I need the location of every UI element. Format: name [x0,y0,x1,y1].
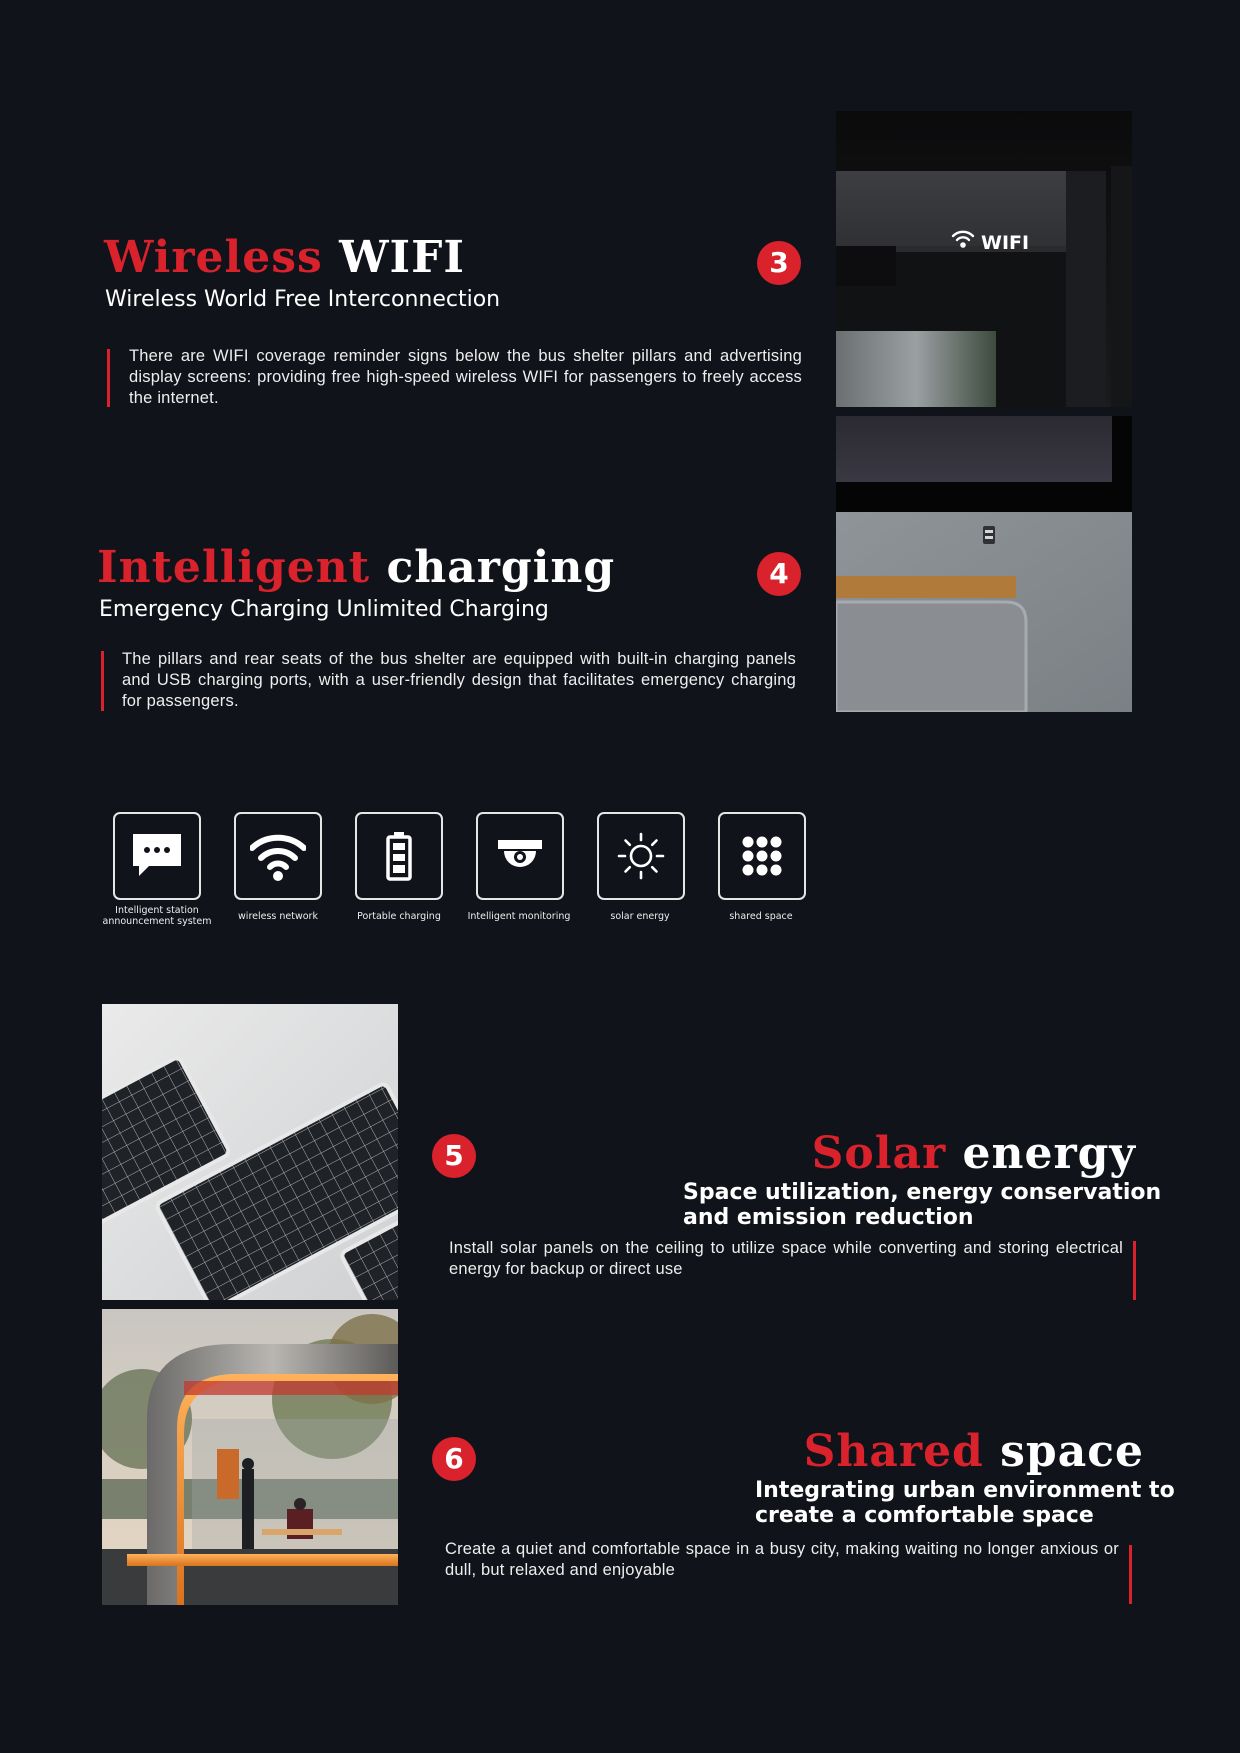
charging-title-white: charging [386,542,616,593]
wifi-title-red: Wireless [104,232,323,283]
feature-icon-monitoring [476,812,564,900]
feature-icon-shared [718,812,806,900]
battery-icon [371,828,427,884]
feature-label-monitoring: Intelligent monitoring [467,911,571,922]
bus-shelter-illustration [102,1309,398,1605]
wifi-sign-text: WIFI [981,232,1030,254]
feature-label-announcement: Intelligent station announcement system [102,905,212,927]
solar-panels-photo [102,1004,398,1300]
charging-section-title [97,543,615,593]
charging-description: The pillars and rear seats of the bus shelter are equipped with built-in charging panels and USB charging ports, with a user-friendly design that facilitates emergency charging for passengers. [122,650,796,710]
shared-title-white: space [1000,1426,1144,1477]
wifi-title-white: WIFI [339,232,465,283]
shared-description: Create a quiet and comfortable space in a busy city, making waiting no longer anxious or dull, but relaxed and enjoyable [445,1540,1119,1579]
shared-subtitle [755,1478,1175,1528]
shared-accent-bar [1129,1545,1132,1604]
shared-title-red: Shared [803,1426,984,1477]
feature-icon-announcement [113,812,201,900]
section-number-badge-5: 5 [432,1134,476,1178]
shared-section-title [804,1427,1144,1477]
feature-icon-wireless [234,812,322,900]
solar-subtitle [683,1180,1161,1230]
solar-title-white: energy [962,1128,1136,1179]
shared-subtitle-line1: Integrating urban environment to [755,1478,1175,1503]
charging-title-red: Intelligent [97,542,371,593]
solar-subtitle-line2: and emission reduction [683,1205,974,1230]
section-number-badge-3: 3 [757,241,801,285]
charging-accent-bar [101,651,104,711]
feature-label-charging: Portable charging [357,911,441,922]
charging-illustration [836,416,1132,712]
feature-label-wireless: wireless network [238,911,318,922]
wifi-description: There are WIFI coverage reminder signs below the bus shelter pillars and advertising display screens: providing free high-speed wireless WIFI for passengers to freely access the internet. [129,347,802,407]
feature-icon-charging [355,812,443,900]
feature-label-solar: solar energy [610,911,670,922]
shelter-photo [102,1309,398,1605]
solar-description: Install solar panels on the ceiling to utilize space while converting and storing electrical energy for backup or direct use [449,1239,1123,1278]
wifi-accent-bar [107,349,110,407]
feature-label-shared: shared space [729,911,793,922]
wifi-section-title [104,233,465,283]
solar-accent-bar [1133,1241,1136,1300]
sun-icon [613,828,669,884]
feature-icon-solar [597,812,685,900]
solar-title-red: Solar [811,1128,947,1179]
wifi-icon [250,828,306,884]
wifi-sign-illustration [836,111,1132,407]
wifi-sign-photo [836,111,1132,407]
wifi-subtitle: Wireless World Free Interconnection [105,287,501,312]
section-number-badge-4: 4 [757,552,801,596]
section-number-badge-6: 6 [432,1437,476,1481]
charging-panel-photo [836,416,1132,712]
camera-dome-icon [492,828,548,884]
solar-subtitle-line1: Space utilization, energy conservation [683,1180,1162,1205]
chat-bubble-icon [129,828,185,884]
solar-section-title [812,1129,1136,1179]
grid-dots-icon [734,828,790,884]
solar-panels-illustration [102,1004,398,1300]
charging-subtitle: Emergency Charging Unlimited Charging [99,597,549,622]
shared-subtitle-line2: create a comfortable space [755,1503,1094,1528]
